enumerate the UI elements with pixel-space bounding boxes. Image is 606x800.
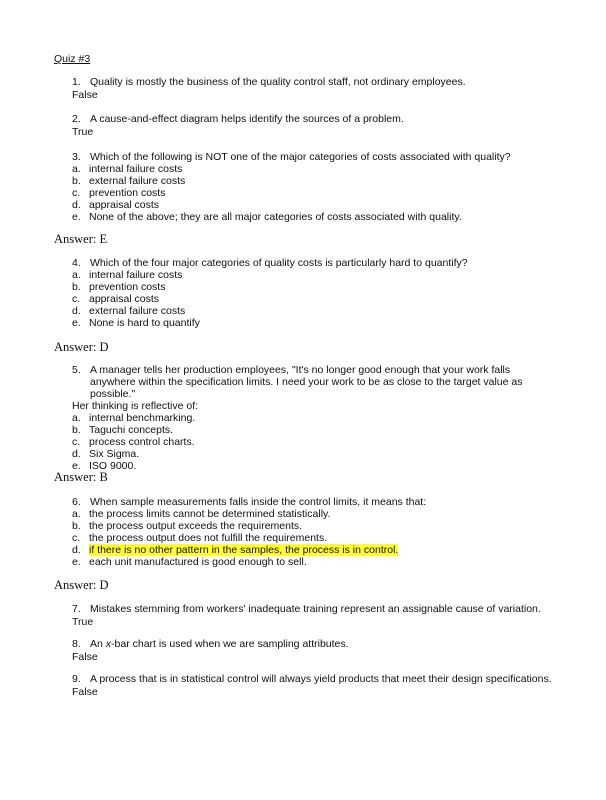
option-letter: c. bbox=[72, 532, 81, 544]
option-letter: d. bbox=[72, 305, 81, 317]
question-text: A cause-and-effect diagram helps identify the sources of a problem. bbox=[90, 113, 404, 125]
answer: True bbox=[72, 616, 94, 628]
option-letter: e. bbox=[72, 460, 81, 472]
option-letter: b. bbox=[72, 520, 81, 532]
option-letter: e. bbox=[72, 211, 81, 223]
option-letter: e. bbox=[72, 556, 81, 568]
question-text-italic: x bbox=[105, 638, 112, 650]
option-text: prevention costs bbox=[89, 281, 166, 293]
option-text: Six Sigma. bbox=[89, 448, 140, 460]
question-number: 9. bbox=[72, 673, 81, 685]
question-number: 1. bbox=[72, 76, 81, 88]
option-letter: a. bbox=[72, 163, 81, 175]
option-e bbox=[72, 460, 552, 472]
option-text: internal benchmarking. bbox=[89, 412, 196, 424]
option-d bbox=[72, 305, 552, 317]
question-5 bbox=[72, 364, 552, 472]
question-1 bbox=[72, 76, 552, 101]
option-b bbox=[72, 175, 552, 187]
answer: False bbox=[72, 89, 98, 101]
option-text: internal failure costs bbox=[89, 163, 183, 175]
question-text-after: -bar chart is used when we are sampling attributes. bbox=[111, 638, 349, 650]
option-d bbox=[72, 448, 552, 460]
option-text: internal failure costs bbox=[89, 269, 183, 281]
option-letter: a. bbox=[72, 412, 81, 424]
question-number: 6. bbox=[72, 496, 81, 508]
question-7 bbox=[72, 603, 552, 628]
highlighted-option-text: if there is no other pattern in the samples, the process is in control. bbox=[89, 544, 399, 556]
question-6 bbox=[72, 496, 552, 568]
question-3 bbox=[72, 151, 552, 223]
option-b bbox=[72, 520, 552, 532]
option-text: appraisal costs bbox=[89, 199, 160, 211]
question-text: A process that is in statistical control will always yield products that meet their design specifications. bbox=[90, 673, 552, 685]
option-text: each unit manufactured is good enough to sell. bbox=[89, 556, 307, 568]
option-text: external failure costs bbox=[89, 305, 186, 317]
option-text: the process output does not fulfill the requirements. bbox=[89, 532, 328, 544]
option-letter: d. bbox=[72, 199, 81, 211]
answer-label: Answer: D bbox=[54, 340, 109, 354]
option-text: external failure costs bbox=[89, 175, 186, 187]
option-a bbox=[72, 269, 552, 281]
option-e bbox=[72, 556, 552, 568]
question-text: When sample measurements falls inside the control limits, it means that: bbox=[90, 496, 427, 508]
question-number: 4. bbox=[72, 257, 81, 269]
option-b bbox=[72, 281, 552, 293]
option-c bbox=[72, 436, 552, 448]
option-b bbox=[72, 424, 552, 436]
question-number: 3. bbox=[72, 151, 81, 163]
option-letter: d. bbox=[72, 544, 81, 556]
answer: False bbox=[72, 686, 98, 698]
question-text: Mistakes stemming from workers' inadequate training represent an assignable cause of variation. bbox=[90, 603, 541, 615]
question-text-before: An bbox=[90, 638, 106, 650]
option-e bbox=[72, 211, 552, 223]
option-letter: c. bbox=[72, 436, 81, 448]
option-c bbox=[72, 187, 552, 199]
option-e bbox=[72, 317, 552, 329]
option-text: prevention costs bbox=[89, 187, 166, 199]
option-letter: a. bbox=[72, 508, 81, 520]
option-d bbox=[72, 199, 552, 211]
question-intro: Her thinking is reflective of: bbox=[72, 400, 199, 412]
question-4 bbox=[72, 257, 552, 329]
answer-label: Answer: B bbox=[54, 470, 108, 484]
question-number: 5. bbox=[72, 364, 81, 376]
option-c bbox=[72, 293, 552, 305]
option-letter: c. bbox=[72, 187, 81, 199]
question-9 bbox=[72, 673, 552, 698]
answer: False bbox=[72, 651, 98, 663]
question-number: 7. bbox=[72, 603, 81, 615]
answer-label: Answer: D bbox=[54, 578, 109, 592]
question-2 bbox=[72, 113, 552, 138]
option-text: None of the above; they are all major categories of costs associated with quality. bbox=[89, 211, 462, 223]
option-letter: b. bbox=[72, 281, 81, 293]
question-number: 2. bbox=[72, 113, 81, 125]
question-text: Which of the following is NOT one of the major categories of costs associated with quality? bbox=[90, 151, 511, 163]
option-text: appraisal costs bbox=[89, 293, 160, 305]
option-c bbox=[72, 532, 552, 544]
question-8 bbox=[72, 638, 552, 663]
option-a bbox=[72, 163, 552, 175]
option-text: the process output exceeds the requirements. bbox=[89, 520, 303, 532]
option-text: the process limits cannot be determined statistically. bbox=[89, 508, 331, 520]
option-letter: d. bbox=[72, 448, 81, 460]
option-letter: a. bbox=[72, 269, 81, 281]
question-text: A manager tells her production employees, "It's no longer good enough that your work falls anywhere within the specification limits. I need your work to be as close to the target value as possible." bbox=[90, 364, 523, 400]
page-title: Quiz #3 bbox=[54, 53, 91, 65]
question-number: 8. bbox=[72, 638, 81, 650]
option-letter: c. bbox=[72, 293, 81, 305]
question-text: Quality is mostly the business of the quality control staff, not ordinary employees. bbox=[90, 76, 466, 88]
option-text: ISO 9000. bbox=[89, 460, 137, 472]
option-text: None is hard to quantify bbox=[89, 317, 200, 329]
answer-label: Answer: E bbox=[54, 232, 108, 246]
question-text: Which of the four major categories of quality costs is particularly hard to quantify? bbox=[90, 257, 468, 269]
option-a bbox=[72, 508, 552, 520]
option-d bbox=[72, 544, 552, 556]
answer: True bbox=[72, 126, 94, 138]
option-letter: b. bbox=[72, 175, 81, 187]
option-a bbox=[72, 412, 552, 424]
option-text: process control charts. bbox=[89, 436, 195, 448]
option-text: Taguchi concepts. bbox=[89, 424, 174, 436]
option-letter: b. bbox=[72, 424, 81, 436]
option-letter: e. bbox=[72, 317, 81, 329]
